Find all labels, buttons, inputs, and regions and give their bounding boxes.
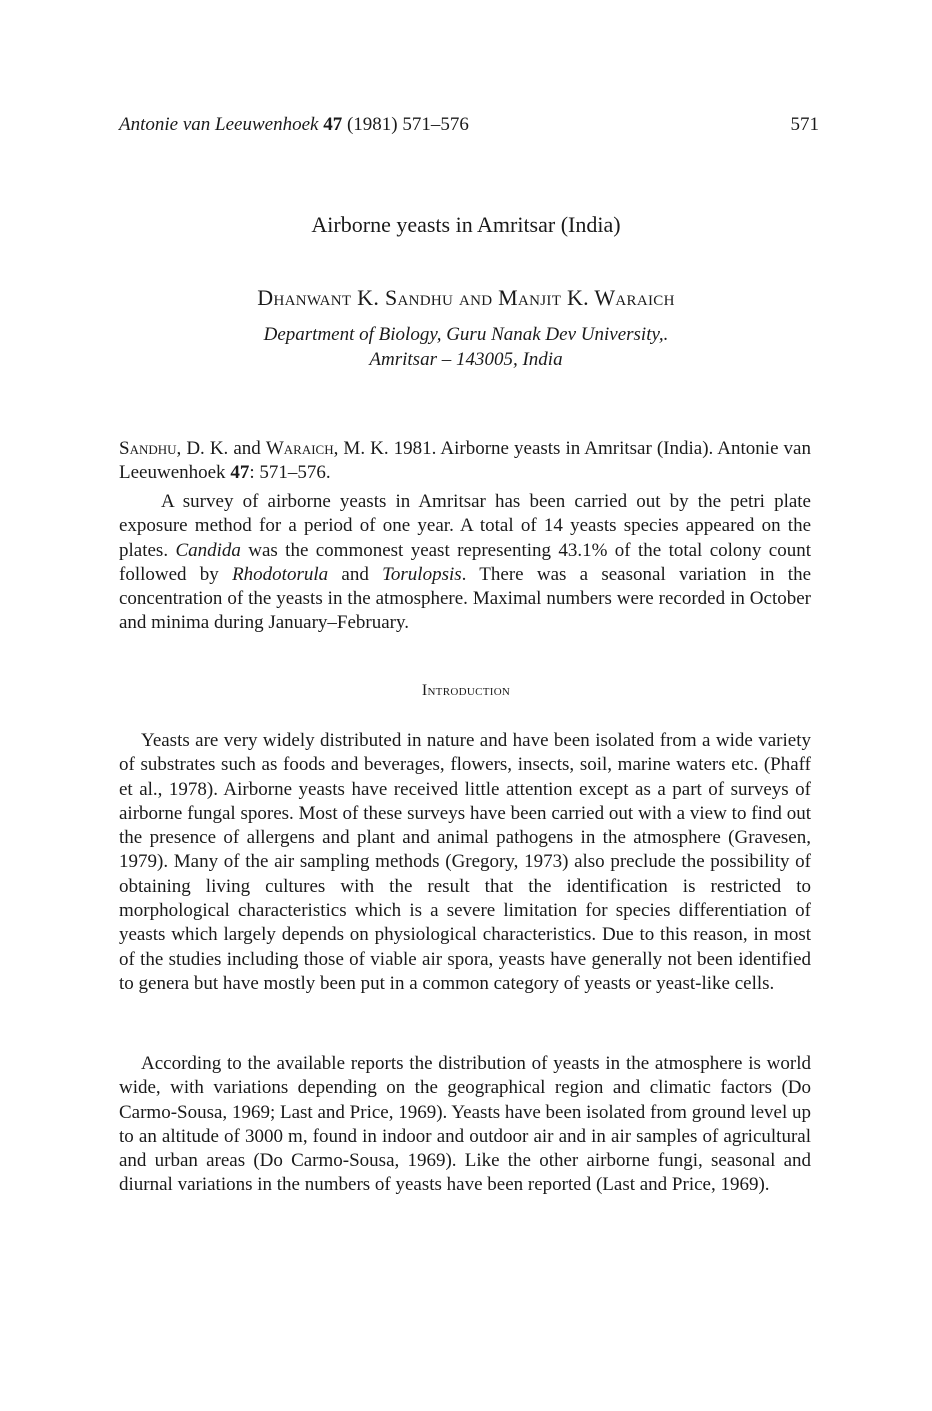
section-heading-introduction: Introduction bbox=[421, 682, 511, 699]
journal-year-pages: (1981) 571–576 bbox=[346, 114, 469, 135]
affiliation-line-2: Amritsar – 143005, India bbox=[369, 349, 563, 370]
intro-paragraph-2: According to the available reports the distribution of yeasts in the atmosphere is world wide, with variations depending on the geographical region and climatic factors (Do Carmo-Sousa, 1969; Last and Price, 1969). Yeasts have been isolated from ground level up to an altitude of 3000 m, found in indoor and outdoor air and in air samples of agricultural and urban areas (Do Carmo-Sousa, 1969). Like the other airborne fungi, seasonal and diurnal variations in the numbers of yeasts have been reported (Last and Price, 1969). bbox=[119, 1053, 811, 1196]
citation-author-2: Waraich bbox=[265, 438, 334, 459]
journal-volume: 47 bbox=[323, 114, 343, 135]
abstract-text-4: . There was a seasonal variation in the concentration of the yeasts in the atmosphere. Maximal numbers were recorded in October and minima during January–February. bbox=[119, 563, 812, 634]
reference-citation bbox=[119, 437, 811, 486]
abstract-text-2: was the commonest yeast representing 43.1% of the total colony count followed by bbox=[119, 539, 811, 585]
abstract-text-3: and bbox=[328, 563, 383, 585]
abstract-genus-rhodotorula: Rhodotorula bbox=[232, 563, 329, 585]
page-number: 571 bbox=[790, 114, 819, 135]
running-header bbox=[119, 113, 819, 137]
citation-volume: 47 bbox=[230, 462, 250, 484]
author-list: Dhanwant K. Sandhu and Manjit K. Waraich bbox=[257, 285, 675, 310]
abstract-text-1: A survey of airborne yeasts in Amritsar has been carried out by the petri plate exposure method for a period of one year. A total of 14 yeasts species appeared on the plates. bbox=[119, 491, 811, 561]
citation-part-2: , M. K. 1981. Airborne yeasts in Amritsar (India). Antonie van Leeuwenhoek bbox=[119, 438, 811, 484]
citation-pages: : 571–576. bbox=[249, 462, 331, 484]
abstract-genus-candida: Candida bbox=[175, 539, 241, 561]
intro-paragraph-1: Yeasts are very widely distributed in nature and have been isolated from a wide variety of substrates such as foods and beverages, flowers, insects, soil, marine waters etc. (Phaff et al., 1978). Airborne yeasts have received little attention except as a part of surveys of airborne fungal spores. Most of these surveys have been carried out with a view to find out the presence of allergens and plant and animal pathogens in the atmosphere (Gravesen, 1979). Many of the air sampling methods (Gregory, 1973) also preclude the possibility of obtaining living cultures with the result that the identification is restricted to morphological characteristics which is a severe limitation for species differentiation of yeasts which largely depends on physiological characteristics. Due to this reason, in most of the studies including those of viable air spora, yeasts have generally not been identified to genera but have mostly been put in a common category of yeasts or yeast-like cells. bbox=[119, 730, 811, 994]
journal-citation bbox=[119, 113, 469, 137]
abstract bbox=[119, 490, 811, 636]
affiliation-line-1: Department of Biology, Guru Nanak Dev University,. bbox=[263, 324, 669, 345]
citation-part-1: , D. K. and bbox=[176, 438, 266, 459]
affiliation bbox=[0, 322, 932, 372]
citation-author-1: Sandhu bbox=[119, 438, 177, 459]
journal-name: Antonie van Leeuwenhoek bbox=[119, 114, 319, 135]
article-title: Airborne yeasts in Amritsar (India) bbox=[311, 212, 621, 237]
abstract-genus-torulopsis: Torulopsis bbox=[382, 563, 462, 585]
